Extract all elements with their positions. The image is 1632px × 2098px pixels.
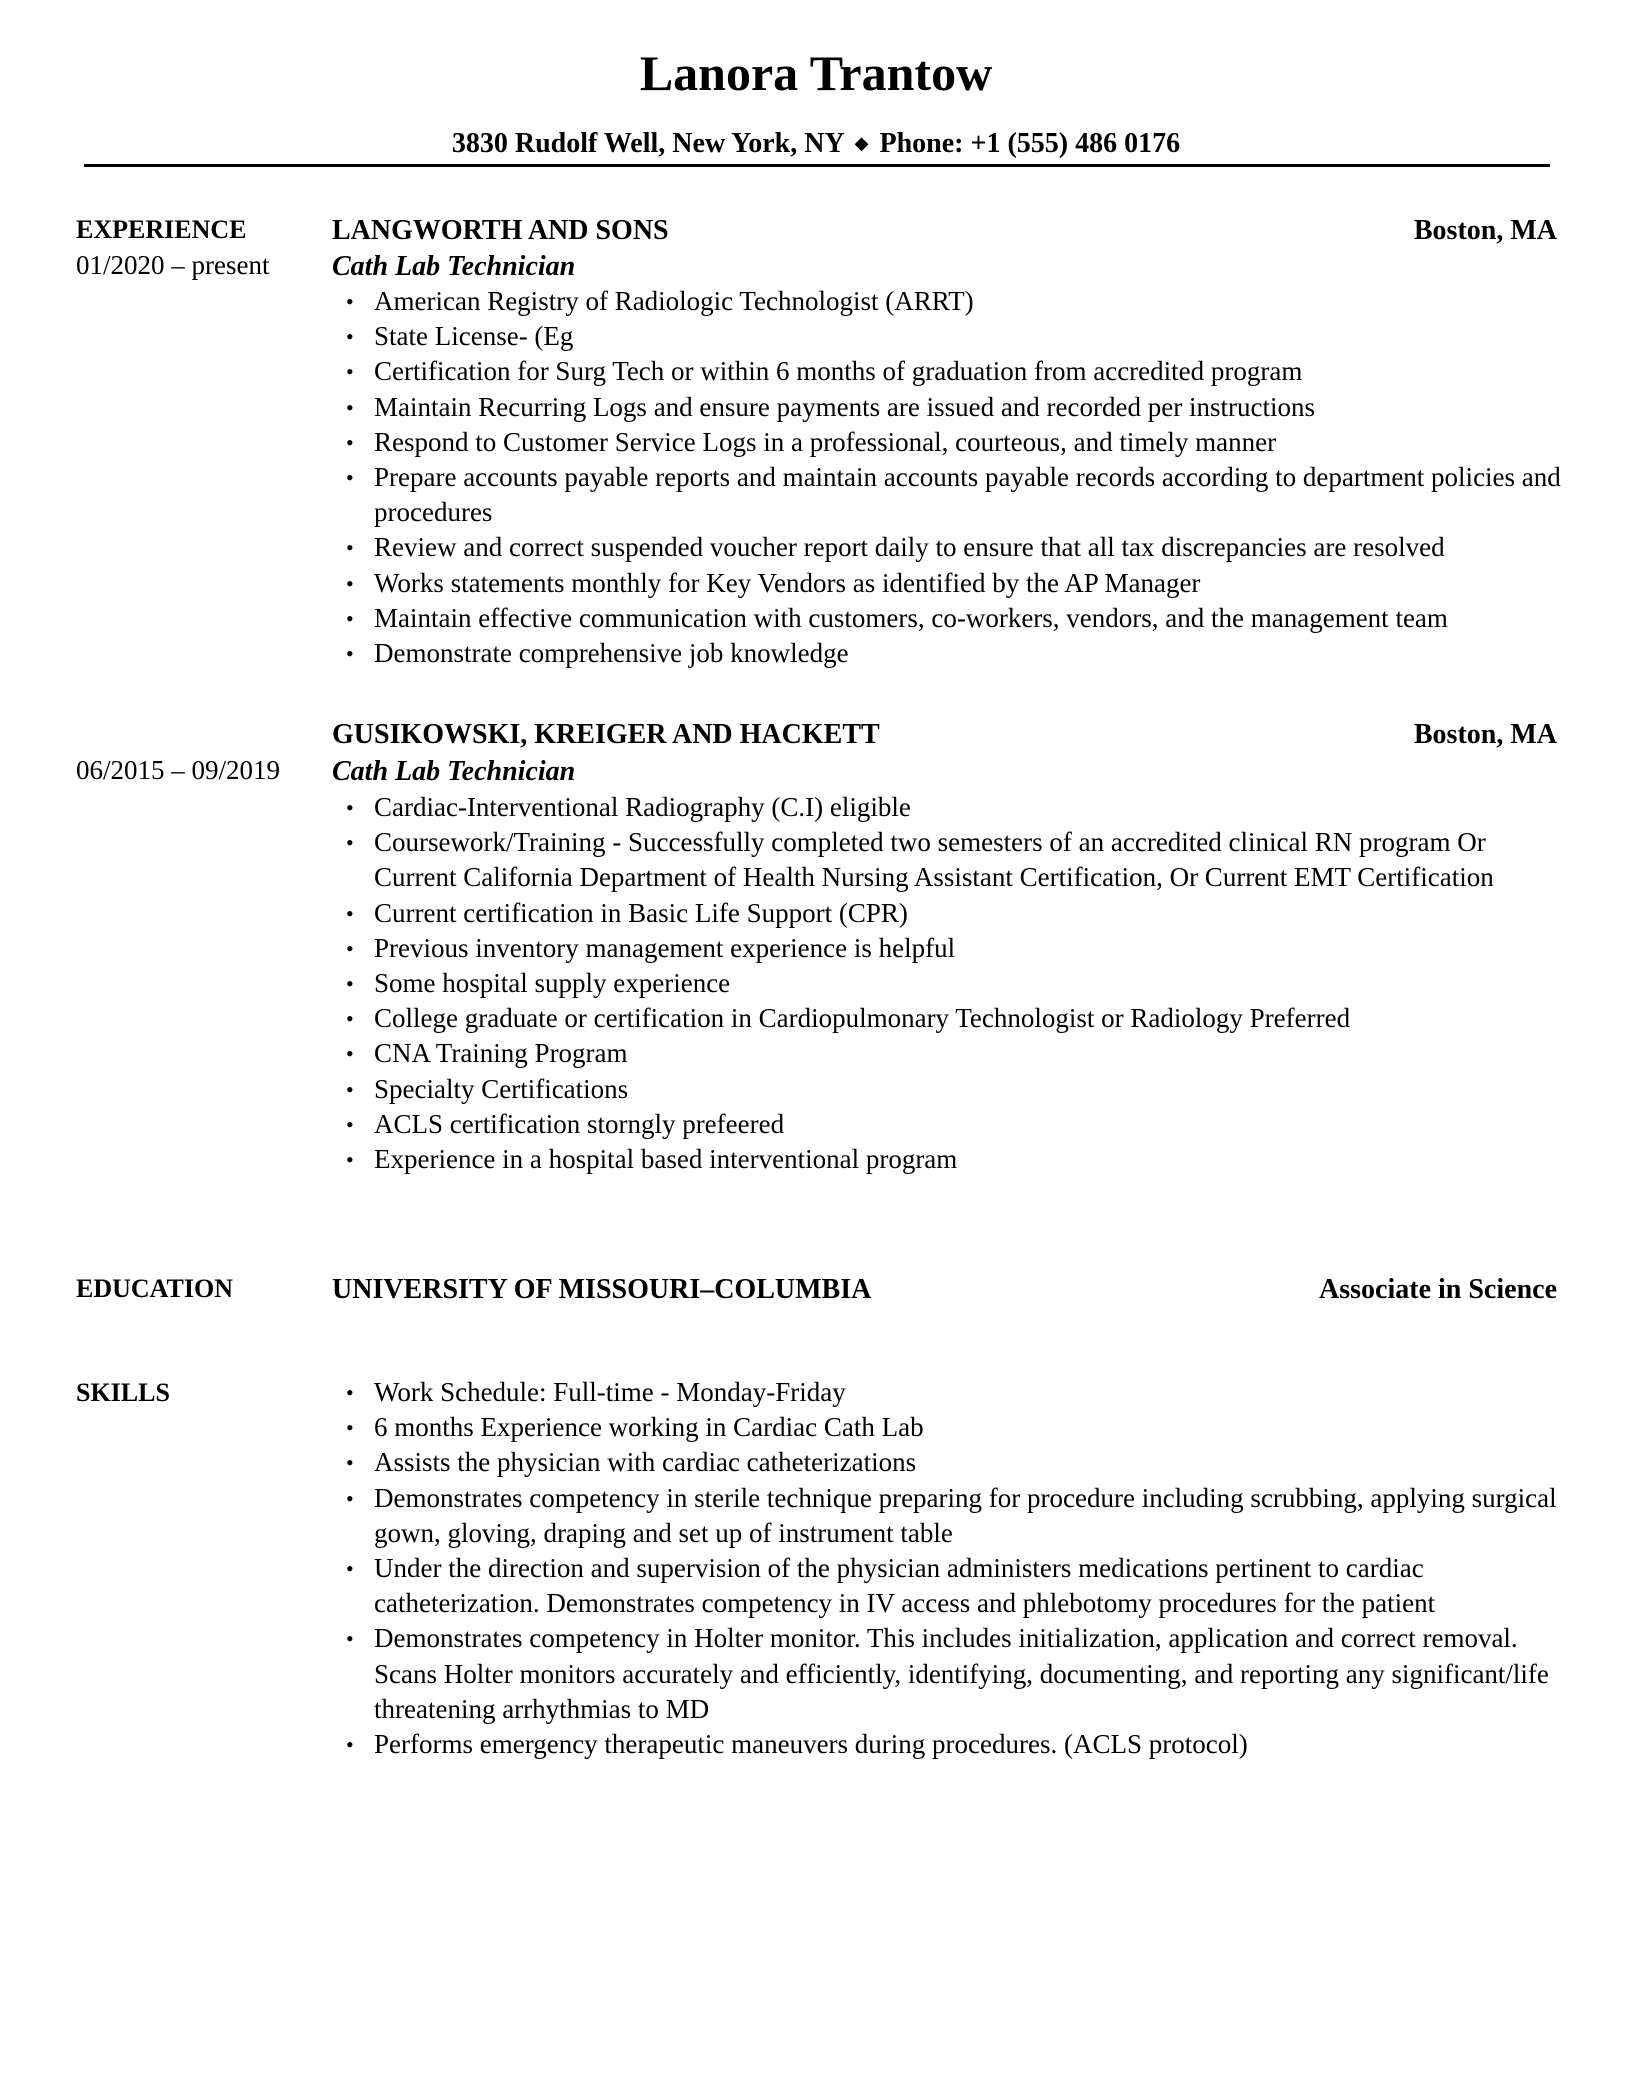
job-title: Cath Lab Technician [332, 756, 576, 787]
job-dates: 01/2020 – present [76, 250, 270, 280]
list-item-text: Cardiac-Interventional Radiography (C.I) eligible [374, 792, 911, 822]
list-item-text: Work Schedule: Full-time - Monday-Friday [374, 1377, 846, 1407]
skills-list [344, 1375, 1564, 1762]
bullet-icon: • [346, 1076, 354, 1102]
job-duty-item [344, 319, 1564, 354]
job-duty-item [344, 1072, 1564, 1107]
job-duty-item [344, 390, 1564, 425]
bullet-icon: • [346, 465, 354, 491]
list-item-text: Maintain Recurring Logs and ensure payments are issued and recorded per instructions [374, 391, 1315, 422]
job-duty-item [344, 1142, 1564, 1177]
bullet-icon: • [346, 570, 354, 596]
job-dates: 06/2015 – 09/2019 [76, 755, 281, 785]
job-duty-item [344, 530, 1564, 565]
candidate-name: Lanora Trantow [639, 45, 993, 101]
job-duty-item [344, 284, 1564, 319]
job-duty-item [344, 354, 1564, 389]
list-item-text: ACLS certification storngly prefeered [374, 1108, 785, 1139]
diamond-separator-icon: ◆ [854, 133, 869, 153]
skill-item [344, 1445, 1564, 1480]
bullet-icon: • [346, 1006, 354, 1032]
job-duties-list [344, 790, 1564, 1177]
list-item-text: CNA Training Program [374, 1038, 628, 1069]
list-item-text: Under the direction and supervision of the physician administers medications pertinent to cardiac catheterization. Demonstrates competency in IV access and phlebotomy procedures for the patient [374, 1553, 1436, 1619]
job-duty-item [344, 1001, 1564, 1036]
list-item-text: State License- (Eg [374, 321, 574, 352]
job-duty-item [344, 966, 1564, 1001]
bullet-icon: • [346, 935, 354, 961]
bullet-icon: • [346, 1556, 354, 1582]
list-item-text: Specialty Certifications [374, 1073, 629, 1104]
phone-text: Phone: +1 (555) 486 0176 [879, 128, 1181, 159]
job-duty-item [344, 601, 1564, 636]
bullet-icon: • [346, 1485, 354, 1511]
contact-line [0, 124, 1632, 166]
job-duty-item [344, 460, 1564, 530]
list-item-text: Demonstrates competency in Holter monitor. This includes initialization, application and correct removal. Scans Holter monitors accurately and efficiently, identifying, documenting, and reporting any significant/life threatening arrhythmias to MD [374, 1623, 1549, 1724]
job-duties-list [344, 284, 1564, 671]
bullet-icon: • [346, 1626, 354, 1652]
bullet-icon: • [346, 1147, 354, 1173]
bullet-icon: • [346, 1415, 354, 1441]
job-duty-item [344, 425, 1564, 460]
list-item-text: Performs emergency therapeutic maneuvers during procedures. (ACLS protocol) [374, 1729, 1248, 1760]
list-item-text: Demonstrate comprehensive job knowledge [374, 638, 849, 669]
bullet-icon: • [346, 324, 354, 350]
education-degree: Associate in Science [1319, 1274, 1557, 1305]
bullet-icon: • [346, 394, 354, 420]
header-divider [84, 164, 1550, 167]
education-heading: EDUCATION [76, 1274, 233, 1303]
bullet-icon: • [346, 359, 354, 385]
skill-item [344, 1410, 1564, 1445]
job-location: Boston, MA [1413, 215, 1557, 246]
bullet-icon: • [346, 641, 354, 667]
list-item-text: Respond to Customer Service Logs in a professional, courteous, and timely manner [374, 426, 1277, 457]
bullet-icon: • [346, 289, 354, 314]
list-item-text: Experience in a hospital based interventional program [374, 1144, 958, 1175]
job-company: GUSIKOWSKI, KREIGER AND HACKETT [332, 719, 880, 750]
list-item-text: 6 months Experience working in Cardiac Cath Lab [374, 1412, 924, 1443]
job-duty-item [344, 790, 1564, 825]
list-item-text: Maintain effective communication with customers, co-workers, vendors, and the management team [374, 602, 1448, 633]
list-item-text: Prepare accounts payable reports and maintain accounts payable records according to department policies and procedures [374, 462, 1561, 528]
bullet-icon: • [346, 900, 354, 926]
job-duty-item [344, 1107, 1564, 1142]
job-duty-item [344, 636, 1564, 671]
skill-item [344, 1551, 1564, 1621]
list-item-text: Current certification in Basic Life Support (CPR) [374, 897, 908, 928]
list-item-text: Works statements monthly for Key Vendors as identified by the AP Manager [374, 567, 1201, 598]
job-duty-item [344, 931, 1564, 966]
list-item-text: Demonstrates competency in sterile technique preparing for procedure including scrubbing, applying surgical gown, gloving, draping and set up of instrument table [374, 1482, 1557, 1548]
list-item-text: Coursework/Training - Successfully completed two semesters of an accredited clinical RN program Or Current California Department of Health Nursing Assistant Certification, Or Current EMT Certification [374, 827, 1494, 893]
address-text: 3830 Rudolf Well, New York, NY [451, 128, 844, 159]
job-location: Boston, MA [1413, 719, 1557, 750]
list-item-text: Certification for Surg Tech or within 6 months of graduation from accredited program [374, 356, 1303, 387]
job-duty-item [344, 896, 1564, 931]
education-school: UNIVERSITY OF MISSOURI–COLUMBIA [332, 1274, 872, 1305]
bullet-icon: • [346, 1380, 354, 1405]
skills-heading: SKILLS [76, 1378, 170, 1407]
bullet-icon: • [346, 535, 354, 561]
bullet-icon: • [346, 605, 354, 631]
bullet-icon: • [346, 1111, 354, 1137]
bullet-icon: • [346, 1732, 354, 1758]
job-duty-item [344, 1036, 1564, 1071]
job-title: Cath Lab Technician [332, 251, 576, 282]
list-item-text: College graduate or certification in Cardiopulmonary Technologist or Radiology Preferred [374, 1003, 1351, 1034]
bullet-icon: • [346, 795, 354, 820]
job-duty-item [344, 825, 1564, 895]
job-company: LANGWORTH AND SONS [332, 215, 669, 246]
bullet-icon: • [346, 830, 354, 856]
list-item-text: Assists the physician with cardiac catheterizations [374, 1447, 917, 1478]
list-item-text: Review and correct suspended voucher report daily to ensure that all tax discrepancies are resolved [374, 532, 1445, 563]
skill-item [344, 1621, 1564, 1727]
bullet-icon: • [346, 1041, 354, 1067]
skill-item [344, 1375, 1564, 1410]
experience-heading: EXPERIENCE [76, 215, 247, 244]
bullet-icon: • [346, 1450, 354, 1476]
bullet-icon: • [346, 971, 354, 997]
list-item-text: Some hospital supply experience [374, 968, 731, 999]
job-duty-item [344, 566, 1564, 601]
list-item-text: Previous inventory management experience is helpful [374, 932, 956, 963]
bullet-icon: • [346, 429, 354, 455]
skill-item [344, 1727, 1564, 1762]
list-item-text: American Registry of Radiologic Technologist (ARRT) [374, 286, 974, 316]
skill-item [344, 1481, 1564, 1551]
